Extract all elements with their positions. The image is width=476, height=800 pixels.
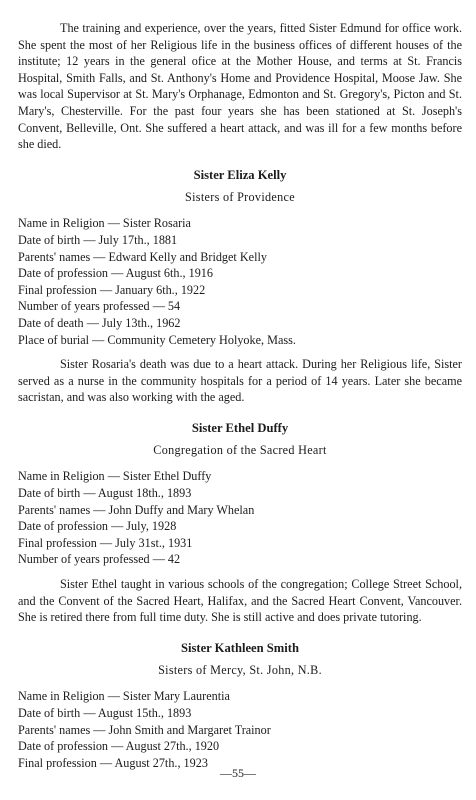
fact-line: Date of birth — August 15th., 1893 — [18, 706, 192, 720]
entry-facts — [18, 468, 462, 568]
fact-line: Place of burial — Community Cemetery Holyoke, Mass. — [18, 332, 296, 347]
page-number: —55— — [220, 766, 256, 781]
fact-line: Date of death — July 13th., 1962 — [18, 315, 181, 330]
fact-line: Parents' names — John Duffy and Mary Whelan — [18, 502, 255, 517]
entry-congregation: Sisters of Mercy, St. John, N.B. — [158, 662, 322, 677]
fact-line: Number of years professed — 54 — [18, 299, 181, 314]
fact-line: Parents' names — John Smith and Margaret Trainor — [18, 722, 271, 737]
fact-line: Final profession — August 27th., 1923 — [18, 755, 208, 770]
entry-kathleen-smith — [18, 640, 462, 772]
entry-facts — [18, 688, 462, 771]
entry-facts — [18, 215, 462, 348]
entry-heading: Sister Ethel Duffy — [191, 420, 289, 435]
entry-heading: Sister Eliza Kelly — [193, 167, 287, 182]
fact-line: Final profession — July 31st., 1931 — [18, 535, 193, 550]
fact-line: Number of years professed — 42 — [18, 552, 181, 567]
entry-paragraph: Sister Rosaria's death was due to a heart attack. During her Religious life, Sister served as a nurse in the community hospitals for a period of 14 years. Later she became sacristan, and was also working with the aged. — [18, 357, 462, 405]
entry-congregation: Congregation of the Sacred Heart — [153, 442, 327, 457]
entry-eliza-kelly — [18, 167, 462, 406]
fact-line: Final profession — January 6th., 1922 — [18, 282, 206, 297]
fact-line: Date of birth — July 17th., 1881 — [18, 232, 178, 247]
entry-paragraph: Sister Ethel taught in various schools of the congregation; College Street School, and the Convent of the Sacred Heart, Halifax, and the Sacred Heart Convent, Vancouver. She is retired there from full time duty. She is still active and does private tutoring. — [18, 577, 462, 625]
entry-congregation: Sisters of Providence — [185, 189, 295, 204]
fact-line: Name in Religion — Sister Rosaria — [18, 216, 191, 231]
fact-line: Parents' names — Edward Kelly and Bridget Kelly — [18, 249, 267, 264]
entry-ethel-duffy — [18, 420, 462, 626]
intro-paragraph: The training and experience, over the years, fitted Sister Edmund for office work. She spent the most of her Religious life in the business offices of different houses of the institute; 12 years in the general ofice at the Mother House, and terms at St. Francis Hospital, Smith Falls, and St. Anthony's Home and Providence Hospital, Moose Jaw. She was local Supervisor at St. Mary's Orphanage, Edmonton and St. Gregory's, Picton and St. Mary's, Chesterville. For the past four years she has been stationed at St. Joseph's Convent, Belleville, Ont. She suffered a heart attack, and was ill for a few months before she died. — [18, 21, 462, 152]
fact-line: Date of birth — August 18th., 1893 — [18, 486, 192, 501]
fact-line: Name in Religion — Sister Mary Laurentia — [18, 689, 230, 704]
fact-line: Date of profession — July, 1928 — [18, 519, 177, 534]
fact-line: Date of profession — August 6th., 1916 — [18, 266, 213, 281]
fact-line: Name in Religion — Sister Ethel Duffy — [18, 469, 212, 484]
entry-heading: Sister Kathleen Smith — [180, 640, 299, 655]
fact-line: Date of profession — August 27th., 1920 — [18, 739, 220, 754]
